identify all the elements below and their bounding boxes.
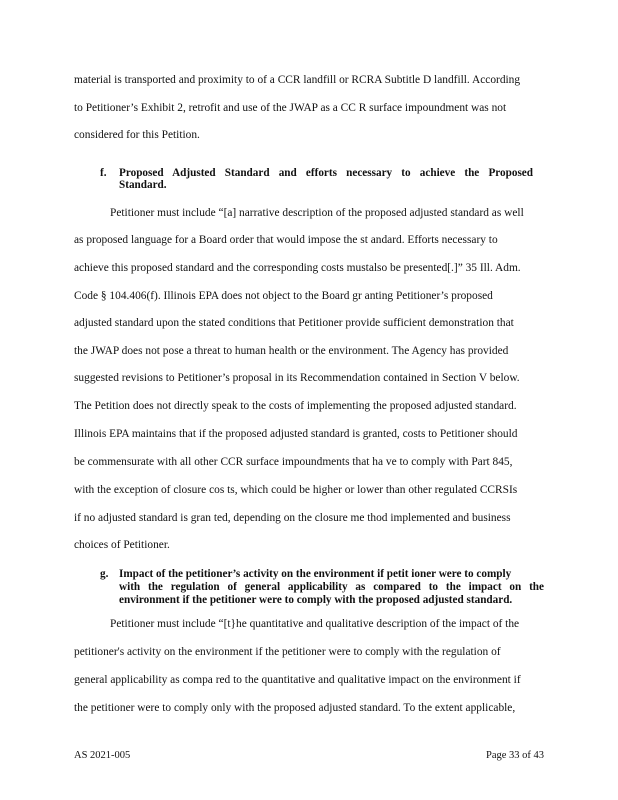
section-heading-g: Impact of the petitioner’s activity on the environment if petit ioner were to comply [119,568,512,580]
body-text-line: if no adjusted standard is gran ted, depending on the closure me thod implemented and business [74,512,511,524]
footer-page-number: Page 33 of 43 [486,750,545,761]
body-text-line: general applicability as compa red to the quantitative and qualitative impact on the environment if [74,674,521,686]
section-heading-f: Proposed Adjusted Standard and efforts necessary to achieve the Proposed [119,167,533,179]
body-text-line: suggested revisions to Petitioner’s proposal in its Recommendation contained in Section V below. [74,372,520,384]
body-text-line: to Petitioner’s Exhibit 2, retrofit and use of the JWAP as a CC R surface impoundment was not [74,102,507,114]
body-text-line: adjusted standard upon the stated conditions that Petitioner provide sufficient demonstration that [74,317,514,329]
section-label-g: g. [100,568,109,580]
body-text-line: Petitioner must include “[a] narrative description of the proposed adjusted standard as well [110,207,524,219]
body-text-line: choices of Petitioner. [74,539,170,551]
section-label-f: f. [100,167,107,179]
body-text-line: the petitioner were to comply only with the proposed adjusted standard. To the extent applicable, [74,702,516,714]
section-heading-f-cont: Standard. [119,179,167,191]
body-text-line: the JWAP does not pose a threat to human health or the environment. The Agency has provided [74,345,509,357]
body-text-line: as proposed language for a Board order that would impose the st andard. Efforts necessary to [74,234,498,246]
body-text-line: Code § 104.406(f). Illinois EPA does not object to the Board gr anting Petitioner’s proposed [74,290,493,302]
body-text-line: with the exception of closure cos ts, which could be higher or lower than other regulated CCRSIs [74,484,518,496]
body-text-line: be commensurate with all other CCR surface impoundments that ha ve to comply with Part 845, [74,456,513,468]
section-heading-g-cont: with the regulation of general applicability as compared to the impact on the [119,581,544,593]
body-text-line: Illinois EPA maintains that if the proposed adjusted standard is granted, costs to Petitioner should [74,428,518,440]
body-text-line: petitioner's activity on the environment if the petitioner were to comply with the regulation of [74,646,501,658]
body-text-line: material is transported and proximity to of a CCR landfill or RCRA Subtitle D landfill. According [74,74,521,86]
body-text-line: The Petition does not directly speak to the costs of implementing the proposed adjusted standard. [74,400,517,412]
body-text-line: considered for this Petition. [74,129,200,141]
body-text-line: Petitioner must include “[t}he quantitative and qualitative description of the impact of the [110,618,520,630]
section-heading-g-cont: environment if the petitioner were to comply with the proposed adjusted standard. [119,594,513,606]
footer-docket-number: AS 2021-005 [74,750,131,761]
body-text-line: achieve this proposed standard and the corresponding costs mustalso be presented[.]” 35 Ill. Adm. [74,262,521,274]
